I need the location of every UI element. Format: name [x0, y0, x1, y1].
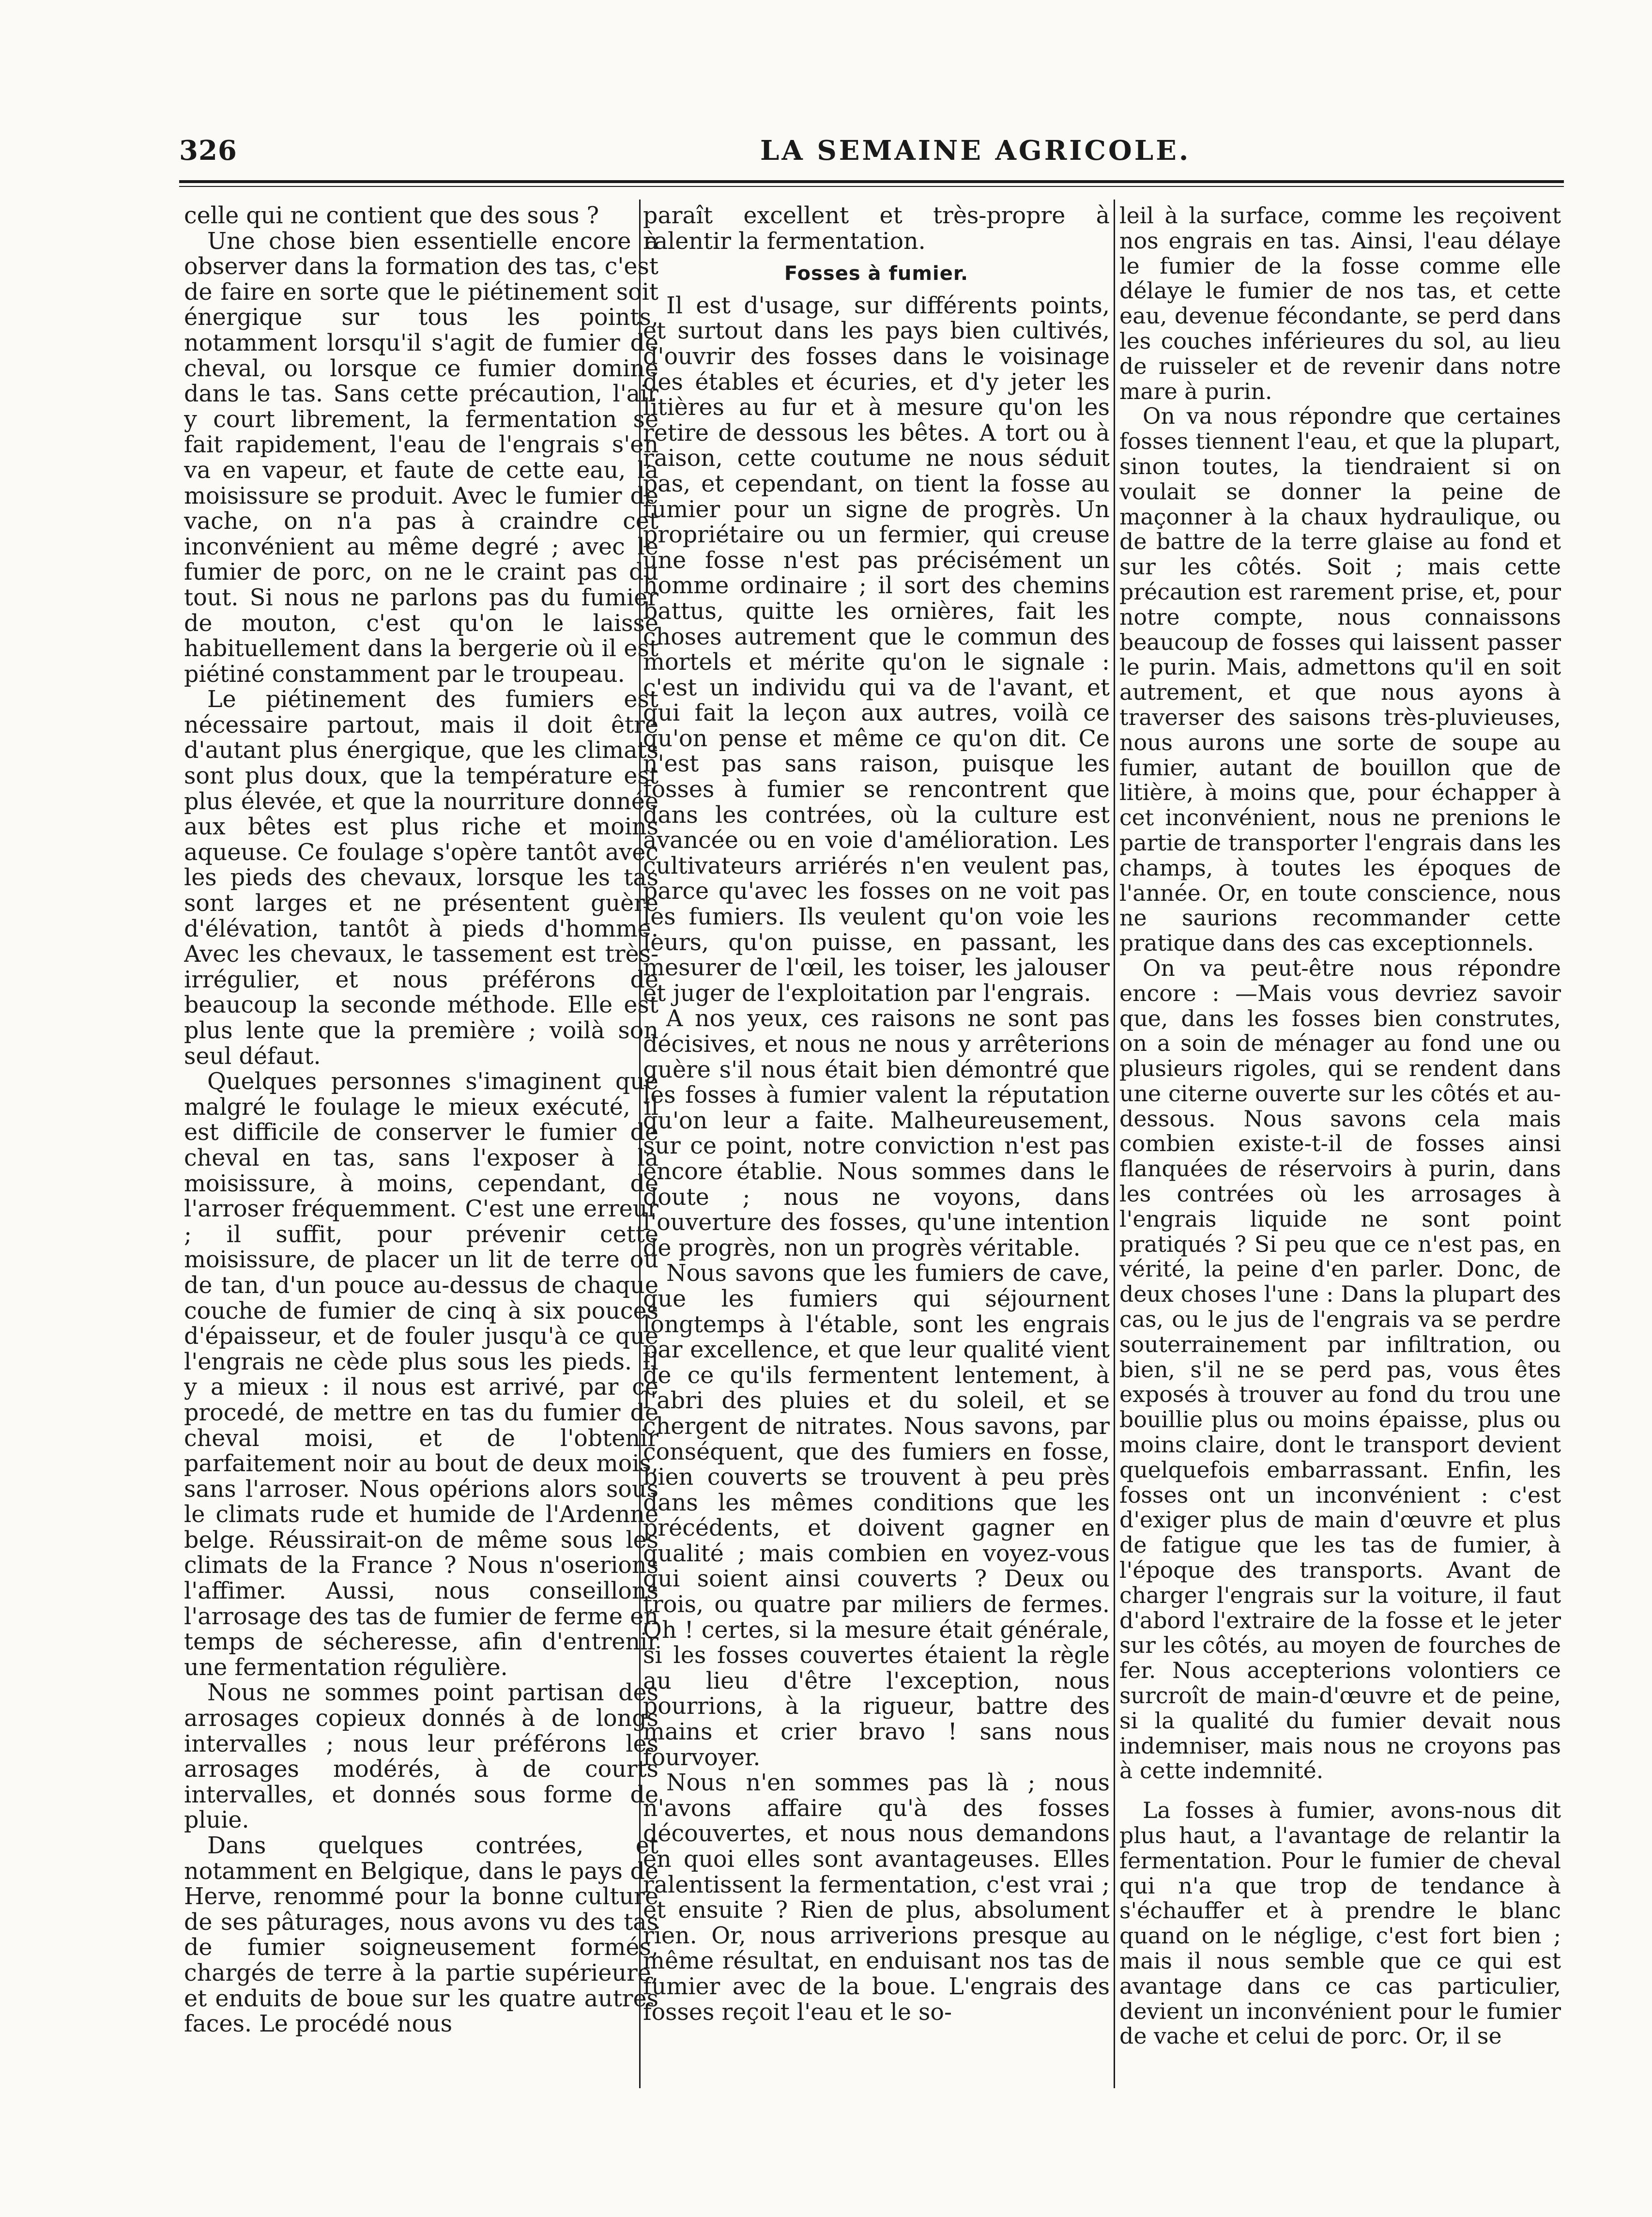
paragraph: Une chose bien essentielle encore à observer dans la formation des tas, c'est de faire en sorte que le piétinement soit énergique sur tous les points, notamment lorsqu'il s'agit de fumier de cheval, ou lorsque ce fumier domine dans le tas. Sans cette précaution, l'air y court librement, la fermentation se fait rapidement, l'eau de l'engrais s'en va en vapeur, et faute de cette eau, la moisissure se produit. Avec le fumier de vache, on n'a pas à craindre cet inconvénient au même degré ; avec le fumier de porc, on ne le craint pas du tout. Si nous ne parlons pas du fumier de mouton, c'est qu'on le laisse habituellement dans la bergerie où il est piétiné constamment par le troupeau.	[184, 228, 658, 688]
text-column-3	[1119, 203, 1561, 2092]
section-heading: Fosses à fumier.	[784, 262, 969, 285]
paragraph: Nous n'en sommes pas là ; nous n'avons affaire qu'à des fosses découvertes, et nous nous demandons en quoi elles sont avantageuses. Elles ralentissent la fermentation, c'est vrai ; et ensuite ? Rien de plus, absolument rien. Or, nous arriverions presque au même résultat, en enduisant nos tas de fumier avec de la boue. L'engrais des fosses reçoit l'eau et le so-	[643, 1770, 1110, 2026]
page-header	[179, 135, 1564, 173]
paragraph: leil à la surface, comme les reçoivent nos engrais en tas. Ainsi, l'eau délaye le fumier de la fosse comme elle délaye le fumier de nos tas, et cette eau, devenue fécondante, se perd dans les couches inférieures du sol, au lieu de ruisseler et de revenir dans notre mare à purin.	[1119, 203, 1561, 404]
paragraph: celle qui ne contient que des sous ?	[184, 203, 599, 229]
journal-title: LA SEMAINE AGRICOLE.	[760, 135, 1191, 167]
header-rule-thin	[179, 186, 1564, 187]
text-column-1	[184, 203, 658, 2092]
page-number: 326	[179, 135, 237, 167]
paragraph: La fosses à fumier, avons-nous dit plus haut, a l'avantage de relantir la fermentation. Pour le fumier de cheval qui n'a que trop de tendance à s'échauffer et à prendre le blanc quand on le néglige, c'est fort bien ; mais il nous semble que ce qui est avantage dans ce cas particulier, devient un inconvénient pour le fumier de vache et celui de porc. Or, il se	[1119, 1797, 1561, 2049]
paragraph: On va nous répondre que certaines fosses tiennent l'eau, et que la plupart, sinon toutes, la tiendraient si on voulait se donner la peine de maçonner à la chaux hydraulique, ou de battre de la terre glaise au fond et sur les côtés. Soit ; mais cette précaution est rarement prise, et, pour notre compte, nous connaissons beaucoup de fosses qui laissent passer le purin. Mais, admettons qu'il en soit autrement, et que nous ayons à traverser des saisons très-pluvieuses, nous aurons une sorte de soupe au fumier, autant de bouillon que de litière, à moins que, pour échapper à cet inconvénient, nous ne prenions le partie de transporter l'engrais dans les champs, à toutes les époques de l'année. Or, en toute conscience, nous ne saurions recommander cette pratique dans des cas exceptionnels.	[1119, 403, 1561, 956]
paragraph: Dans quelques contrées, et notamment en Belgique, dans le pays de Herve, renommé pour la bonne culture de ses pâturages, nous avons vu des tas de fumier soigneusement formés, chargés de terre à la partie supérieure, et enduits de boue sur les quatre autres faces. Le procédé nous	[184, 1832, 658, 2038]
paragraph: Il est d'usage, sur différents points, et surtout dans les pays bien cultivés, d'ouvrir des fosses dans le voisinage des étables et écuries, et d'y jeter les litières au fur et à mesure qu'on les retire de dessous les bêtes. A tort ou à raison, cette coutume ne nous séduit pas, et cependant, on tient la fosse au fumier pour un signe de progrès. Un propriétaire ou un fermier, qui creuse une fosse n'est pas précisément un homme ordinaire ; il sort des chemins battus, quitte les ornières, fait les choses autrement que le commun des mortels et mérite qu'on le signale : c'est un individu qui va de l'avant, et qui fait la leçon aux autres, voilà ce qu'on pense et même ce qu'on dit. Ce n'est pas sans raison, puisque les fosses à fumier se rencontrent que dans les contrées, où la culture est avancée ou en voie d'amélioration. Les cultivateurs arriérés n'en veulent pas, parce qu'avec les fosses on ne voit pas les fumiers. Ils veulent qu'on voie les leurs, qu'on puisse, en passant, les mesurer de l'œil, les toiser, les jalouser et juger de l'exploitation par l'engrais.	[643, 292, 1110, 1007]
paragraph: Quelques personnes s'imaginent que malgré le foulage le mieux exécuté, il est difficile de conserver le fumier de cheval en tas, sans l'exposer à la moisissure, à moins, cependant, de l'arroser fréquemment. C'est une erreur ; il suffit, pour prévenir cette moisissure, de placer un lit de terre ou de tan, d'un pouce au-dessus de chaque couche de fumier de cinq à six pouces d'épaisseur, et de fouler jusqu'à ce que l'engrais ne cède plus sous les pieds. Il y a mieux : il nous est arrivé, par ce procedé, de mettre en tas du fumier de cheval moisi, et de l'obtenir parfaitement noir au bout de deux mois, sans l'arroser. Nous opérions alors sous le climats rude et humide de l'Ardenne belge. Réussirait-on de même sous les climats de la France ? Nous n'oserions l'affimer. Aussi, nous conseillons l'arrosage des tas de fumier de ferme en temps de sécheresse, afin d'entrenir une fermentation régulière.	[184, 1068, 658, 1681]
paragraph: On va peut-être nous répondre encore : —Mais vous devriez savoir que, dans les fosses bien construtes, on a soin de ménager au fond une ou plusieurs rigoles, qui se rendent dans une citerne ouverte sur les côtés et au-dessous. Nous savons cela mais combien existe-t-il de fosses ainsi flanquées de réservoirs à purin, dans les contrées où les arrosages à l'engrais liquide ne sont point pratiqués ? Si peu que ce n'est pas, en vérité, la peine d'en parler. Donc, de deux choses l'une : Dans la plupart des cas, ou le jus de l'engrais va se perdre souterrainement par infiltration, ou bien, s'il ne se perd pas, vous êtes exposés à trouver au fond du trou une bouillie plus ou moins épaisse, plus ou moins claire, dont le transport devient quelquefois embarrassant. Enfin, les fosses ont un inconvénient : c'est d'exiger plus de main d'œuvre et plus de fatigue que les tas de fumier, à l'époque des transports. Avant de charger l'engrais sur la voiture, il faut d'abord l'extraire de la fosse et le jeter sur les côtés, au moyen de fourches de fer. Nous accepterions volontiers ce surcroît de main-d'œuvre et de peine, si la qualité du fumier devait nous indemniser, mais nous ne croyons pas à cette indemnité.	[1119, 955, 1561, 1784]
paragraph: Nous savons que les fumiers de cave, que les fumiers qui séjournent longtemps à l'étable, sont les engrais par excellence, et que leur qualité vient de ce qu'ils fermentent lentement, à l'abri des pluies et du soleil, et se chergent de nitrates. Nous savons, par conséquent, que des fumiers en fosse, bien couverts se trouvent à peu près dans les mêmes conditions que les précédents, et doivent gagner en qualité ; mais combien en voyez-vous qui soient ainsi couverts ? Deux ou trois, ou quatre par miliers de fermes. Oh ! certes, si la mesure était générale, si les fosses couvertes étaient la règle au lieu d'être l'exception, nous pourrions, à la rigueur, battre des mains et crier bravo ! sans nous fourvoyer.	[643, 1260, 1110, 1771]
paragraph: Le piétinement des fumiers est nécessaire partout, mais il doit être d'autant plus énergique, que les climats sont plus doux, que la température est plus élevée, et que la nourriture donnée aux bêtes est plus riche et moins aqueuse. Ce foulage s'opère tantôt avec les pieds des chevaux, lorsque les tas sont larges et ne présentent guère d'élévation, tantôt à pieds d'homme. Avec les chevaux, le tassement est très-irrégulier, et nous préférons de beaucoup la seconde méthode. Elle est plus lente que la première ; voilà son seul défaut.	[184, 686, 658, 1070]
column-divider	[1114, 200, 1115, 2088]
paragraph: A nos yeux, ces raisons ne sont pas décisives, et nous ne nous y arrêterions guère s'il nous était bien démontré que les fosses à fumier valent la réputation qu'on leur a faite. Malheureusement, sur ce point, notre conviction n'est pas encore établie. Nous sommes dans le doute ; nous ne voyons, dans l'ouverture des fosses, qu'une intention de progrès, non un progrès véritable.	[643, 1005, 1110, 1262]
text-column-2	[643, 203, 1110, 2092]
paragraph: Nous ne sommes point partisan des arrosages copieux donnés à de longs intervalles ; nous leur préférons les arrosages modérés, à de courts intervalles, et donnés sous forme de pluie.	[184, 1679, 658, 1834]
paragraph: paraît excellent et très-propre à ralentir la fermentation.	[643, 203, 1110, 255]
header-rule	[179, 180, 1564, 183]
